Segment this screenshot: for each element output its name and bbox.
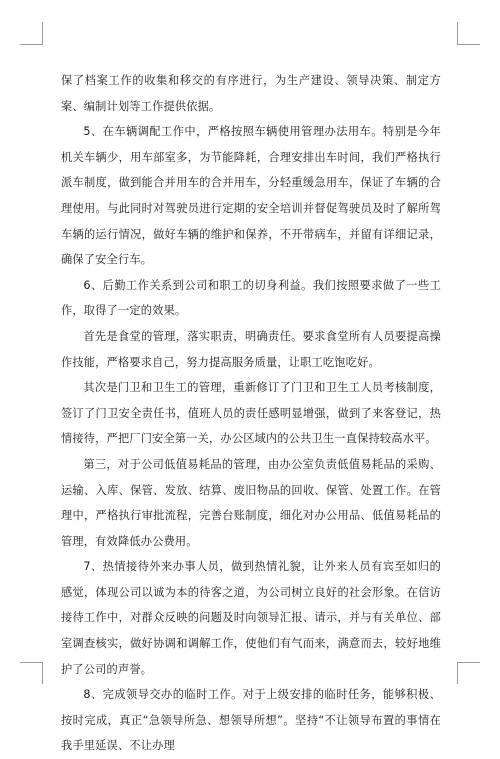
crop-mark-top-right-vertical bbox=[457, 22, 458, 44]
paragraph-5: 其次是门卫和卫生工的管理，重新修订了门卫和卫生工人员考核制度，签订了门卫安全责任书，值班人员的责任感明显增强，做到了来客登记，热情接待，严把厂门安全第一关，办公区域内的公共卫生一直保持较高水平。 bbox=[61, 381, 441, 446]
document-body bbox=[61, 68, 441, 759]
crop-mark-bottom-left-horizontal bbox=[20, 662, 43, 663]
paragraph-8: 8、完成领导交办的临时工作。对于上级安排的临时任务，能够积极、按时完成，真正“急领导所急、想领导所想”。坚持“不让领导布置的事情在我手里延误、不让办理 bbox=[61, 688, 441, 753]
crop-mark-top-right-horizontal bbox=[457, 44, 480, 45]
crop-mark-top-left-horizontal bbox=[20, 44, 43, 45]
crop-mark-bottom-right-horizontal bbox=[457, 662, 480, 663]
paragraph-2: 5、在车辆调配工作中，严格按照车辆使用管理办法用车。特别是今年机关车辆少，用车部室多，为节能降耗，合理安排出车时间，我们严格执行派车制度，做到能合并用车的合并用车，分轻重缓急用车，保证了车辆的合理使用。与此同时对驾驶员进行定期的安全培训并督促驾驶员及时了解所驾车辆的运行情况，做好车辆的维护和保养，不开带病车，并留有详细记录，确保了安全行车。 bbox=[61, 125, 441, 267]
paragraph-4: 首先是食堂的管理，落实职责，明确责任。要求食堂所有人员要提高操作技能，严格要求自己，努力提高服务质量，让职工吃饱吃好。 bbox=[61, 329, 441, 369]
crop-mark-top-left-vertical bbox=[42, 22, 43, 44]
paragraph-1: 保了档案工作的收集和移交的有序进行，为生产建设、领导决策、制定方案、编制计划等工作提供依据。 bbox=[61, 74, 441, 113]
crop-mark-bottom-right-vertical bbox=[457, 662, 458, 684]
paragraph-7: 7、热情接待外来办事人员，做到热情礼貌，让外来人员有宾至如归的感觉，体现公司以诚为本的待客之道，为公司树立良好的社会形象。在信访接待工作中，对群众反映的问题及时向领导汇报、请示，并与有关单位、部室调查核实，做好协调和调解工作，使他们有气而来，满意而去，较好地维护了公司的声誉。 bbox=[61, 560, 441, 676]
paragraph-6: 第三，对于公司低值易耗品的管理，由办公室负责低值易耗品的采购、运输、入库、保管、发放、结算、废旧物品的回收、保管、处置工作。在管理中，严格执行审批流程，完善台账制度，细化对办公用品、低值易耗品的管理，有效降低办公费用。 bbox=[61, 457, 441, 548]
paragraph-3: 6、后勤工作关系到公司和职工的切身利益。我们按照要求做了一些工作，取得了一定的效果。 bbox=[61, 278, 441, 318]
crop-mark-bottom-left-vertical bbox=[42, 662, 43, 684]
